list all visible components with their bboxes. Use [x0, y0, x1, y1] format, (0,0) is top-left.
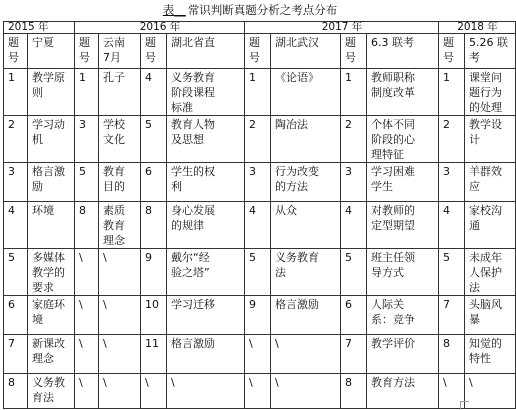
table-row: [4, 374, 516, 409]
topic-cell: 人际关 系：竞争: [367, 296, 439, 335]
table-row: [4, 163, 516, 202]
question-number-cell: 7: [4, 335, 28, 374]
table-row: [4, 249, 516, 296]
topic-cell: 义务教育 阶段课程 标准: [167, 69, 245, 116]
topic-cell: 义务教 育法: [28, 374, 75, 409]
question-number-cell: \: [245, 374, 271, 409]
question-number-cell: 3: [75, 116, 99, 163]
topic-cell: 从众: [271, 202, 341, 249]
question-number-cell: 5: [75, 163, 99, 202]
question-number-cell: 2: [439, 116, 465, 163]
question-number-cell: 9: [141, 249, 167, 296]
year-header-row: [4, 22, 516, 34]
topic-cell: 格言激励: [271, 296, 341, 335]
column-header-number: 题 号: [4, 34, 28, 69]
topic-cell: 行为改变 的方法: [271, 163, 341, 202]
column-header-exam: 5.26 联 考: [465, 34, 516, 69]
topic-cell: 班主任领 导方式: [367, 249, 439, 296]
question-number-cell: 1: [245, 69, 271, 116]
column-header-exam: 宁夏: [28, 34, 75, 69]
question-number-cell: 3: [245, 163, 271, 202]
topic-cell: 课堂问 题行为 的处理: [465, 69, 516, 116]
question-number-cell: 1: [75, 69, 99, 116]
topic-cell: 教学评价: [367, 335, 439, 374]
topic-cell: 义务教育 法: [271, 249, 341, 296]
topic-cell: 学习动 机: [28, 116, 75, 163]
topic-cell: \: [99, 374, 141, 409]
topic-cell: 家庭环 境: [28, 296, 75, 335]
question-number-cell: 1: [341, 69, 367, 116]
topic-cell: 多媒体 教学的 要求: [28, 249, 75, 296]
topic-cell: 新课改 理念: [28, 335, 75, 374]
topic-cell: 陶冶法: [271, 116, 341, 163]
question-number-cell: 5: [341, 249, 367, 296]
column-header-number: 题 号: [75, 34, 99, 69]
table-number-label: 表__: [162, 3, 186, 17]
topic-cell: 教育方法: [367, 374, 439, 409]
question-number-cell: 4: [341, 202, 367, 249]
topic-cell: \: [465, 374, 516, 409]
question-number-cell: 3: [341, 163, 367, 202]
topic-cell: 教学设 计: [465, 116, 516, 163]
table-row: [4, 296, 516, 335]
question-number-cell: 8: [4, 374, 28, 409]
year-2015: 2015 年: [4, 22, 75, 34]
topic-cell: 学校 文化: [99, 116, 141, 163]
topic-cell: 未成年 人保护 法: [465, 249, 516, 296]
column-header-exam: 湖北省直: [167, 34, 245, 69]
topic-cell: 对教师的 定型期望: [367, 202, 439, 249]
question-number-cell: 6: [141, 163, 167, 202]
question-number-cell: 7: [341, 335, 367, 374]
topic-cell: \: [271, 335, 341, 374]
topic-cell: 个体不同 阶段的心 理特征: [367, 116, 439, 163]
topic-cell: 家校沟 通: [465, 202, 516, 249]
table-row: [4, 116, 516, 163]
question-number-cell: 4: [439, 202, 465, 249]
question-number-cell: 4: [4, 202, 28, 249]
topic-cell: 羊群效 应: [465, 163, 516, 202]
question-number-cell: 6: [4, 296, 28, 335]
topic-cell: 教学原 则: [28, 69, 75, 116]
topic-cell: 头脑风 暴: [465, 296, 516, 335]
topic-cell: 教育 目的: [99, 163, 141, 202]
question-number-cell: 2: [4, 116, 28, 163]
question-number-cell: 5: [141, 116, 167, 163]
column-header-number: 题 号: [439, 34, 465, 69]
question-number-cell: 4: [245, 202, 271, 249]
table-row: [4, 69, 516, 116]
question-number-cell: \: [75, 296, 99, 335]
table-row: [4, 202, 516, 249]
topic-cell: \: [99, 335, 141, 374]
table-title-text: 常识判断真题分析之考点分布: [187, 3, 338, 17]
topic-cell: 知觉的 特性: [465, 335, 516, 374]
question-number-cell: 2: [245, 116, 271, 163]
exam-topic-table: [3, 21, 516, 409]
topic-cell: 学生的权 利: [167, 163, 245, 202]
question-number-cell: 11: [141, 335, 167, 374]
question-number-cell: 6: [341, 296, 367, 335]
question-number-cell: \: [75, 249, 99, 296]
topic-cell: \: [271, 374, 341, 409]
question-number-cell: 5: [4, 249, 28, 296]
column-header-exam: 湖北武汉: [271, 34, 341, 69]
topic-cell: \: [167, 374, 245, 409]
column-header-exam: 云南 7月: [99, 34, 141, 69]
question-number-cell: \: [75, 335, 99, 374]
topic-cell: 素质 教育 理念: [99, 202, 141, 249]
topic-cell: 戴尔“经 验之塔”: [167, 249, 245, 296]
topic-cell: 学习迁移: [167, 296, 245, 335]
question-number-cell: 1: [439, 69, 465, 116]
column-header-number: 题 号: [141, 34, 167, 69]
question-number-cell: \: [141, 374, 167, 409]
topic-cell: 身心发展 的规律: [167, 202, 245, 249]
year-2017: 2017 年: [245, 22, 439, 34]
topic-cell: \: [99, 296, 141, 335]
question-number-cell: 8: [75, 202, 99, 249]
topic-cell: 教育人物 及思想: [167, 116, 245, 163]
topic-cell: 《论语》: [271, 69, 341, 116]
year-2018: 2018 年: [439, 22, 516, 34]
question-number-cell: 2: [341, 116, 367, 163]
topic-cell: 格言激励: [167, 335, 245, 374]
question-number-cell: 7: [439, 296, 465, 335]
table-body: [4, 69, 516, 409]
question-number-cell: 4: [141, 69, 167, 116]
column-header-number: 题 号: [245, 34, 271, 69]
question-number-cell: 5: [439, 249, 465, 296]
question-number-cell: 3: [4, 163, 28, 202]
column-header-exam: 6.3 联考: [367, 34, 439, 69]
question-number-cell: \: [439, 374, 465, 409]
topic-cell: 环境: [28, 202, 75, 249]
topic-cell: \: [99, 249, 141, 296]
page-corner-mark: [460, 401, 469, 410]
question-number-cell: 8: [341, 374, 367, 409]
question-number-cell: 8: [141, 202, 167, 249]
question-number-cell: 8: [439, 335, 465, 374]
question-number-cell: \: [75, 374, 99, 409]
column-header-row: [4, 34, 516, 69]
topic-cell: 格言激 励: [28, 163, 75, 202]
year-2016: 2016 年: [75, 22, 245, 34]
topic-cell: 孔子: [99, 69, 141, 116]
topic-cell: 教师职称 制度改革: [367, 69, 439, 116]
topic-cell: 学习困难 学生: [367, 163, 439, 202]
question-number-cell: 1: [4, 69, 28, 116]
question-number-cell: \: [245, 335, 271, 374]
question-number-cell: 5: [245, 249, 271, 296]
column-header-number: 题 号: [341, 34, 367, 69]
question-number-cell: 9: [245, 296, 271, 335]
question-number-cell: 3: [439, 163, 465, 202]
table-row: [4, 335, 516, 374]
table-title: [0, 2, 500, 18]
question-number-cell: 10: [141, 296, 167, 335]
